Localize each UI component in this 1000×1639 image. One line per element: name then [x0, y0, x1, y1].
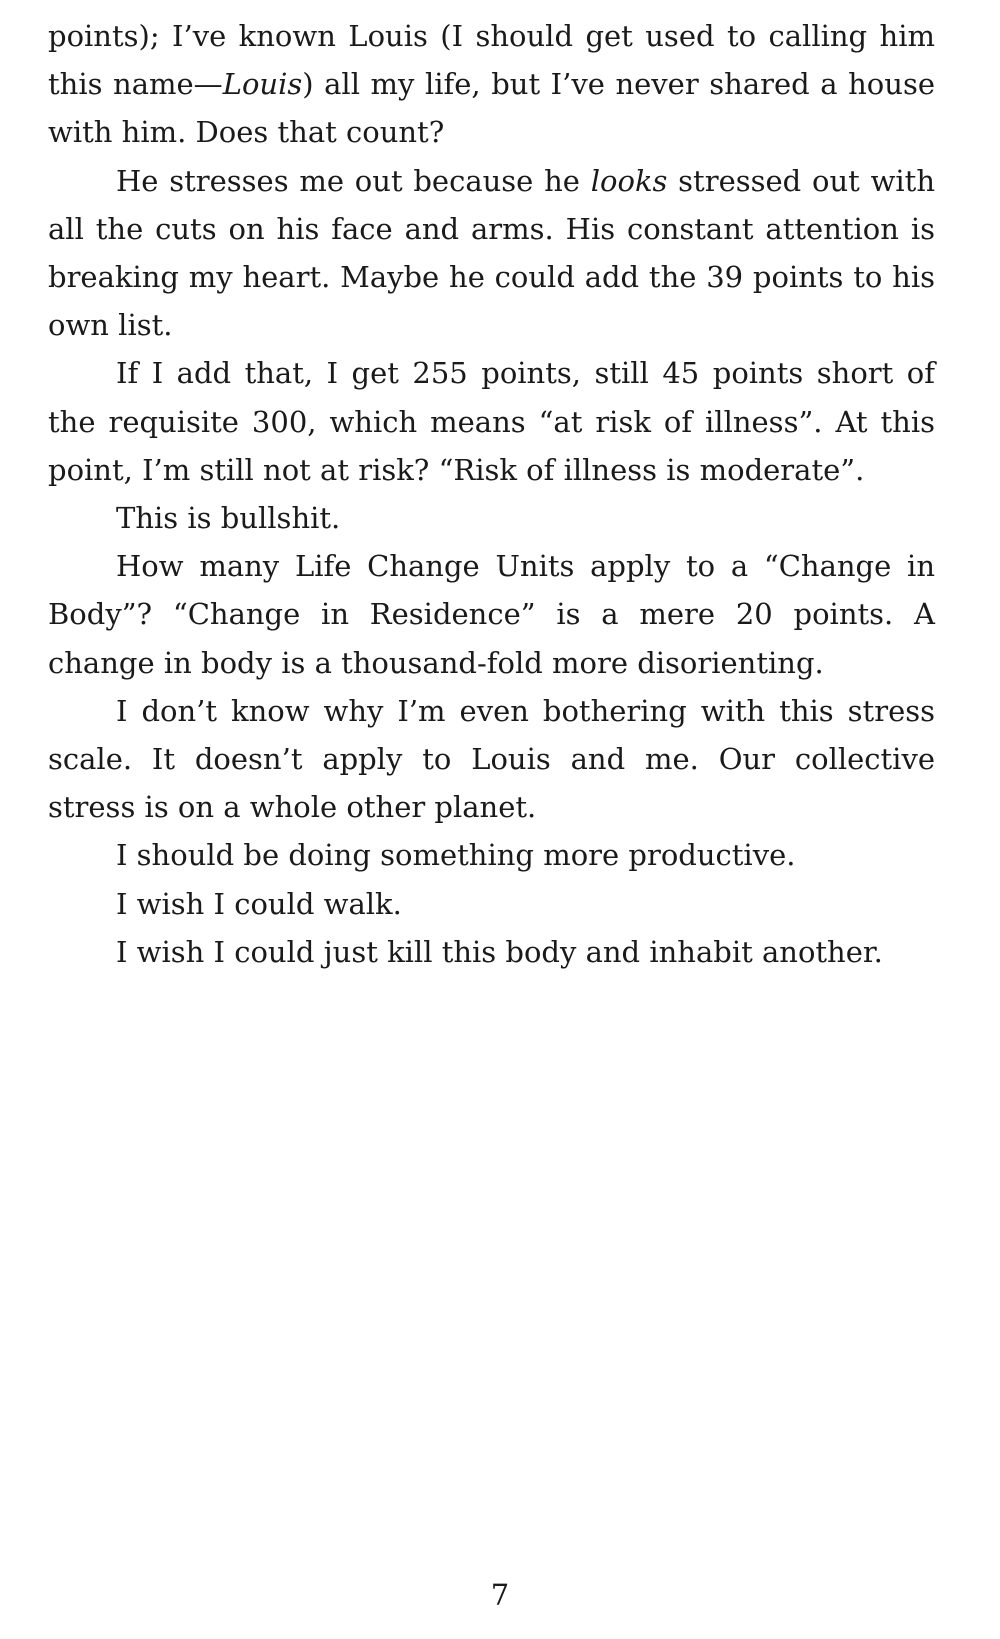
paragraph-6-text: I don’t know why I’m even bothering with this stress scale. It doesn’t apply to Louis and me. Our collective stress is on a whole other planet.: [48, 693, 935, 825]
paragraph-1: [48, 12, 935, 157]
paragraph-9: [48, 928, 935, 976]
paragraph-2: [48, 157, 935, 350]
paragraph-8-text: I wish I could walk.: [116, 886, 402, 921]
paragraph-9-text: I wish I could just kill this body and inhabit another.: [116, 934, 883, 969]
paragraph-2-text-a: He stresses me out because he: [116, 163, 591, 198]
paragraph-2-italic-looks: looks: [590, 163, 668, 198]
page-number: 7: [490, 1578, 510, 1612]
paragraph-5: [48, 542, 935, 687]
paragraph-7-text: I should be doing something more productive.: [116, 838, 796, 873]
paragraph-5-text: How many Life Change Units apply to a “Change in Body”? “Change in Residence” is a mere 20 points. A change in body is a thousand-fold more disorienting.: [48, 549, 935, 680]
page-body: [48, 12, 935, 976]
paragraph-7: [48, 831, 935, 879]
paragraph-1-text-a: points); I’ve known Louis (I should get used to calling him this name—: [48, 19, 935, 102]
paragraph-8: [48, 880, 935, 928]
paragraph-3: [48, 349, 935, 494]
paragraph-2-text-b: stressed out with all the cuts on his face and arms. His constant attention is breaking my heart. Maybe he could add the 39 points to his own list.: [48, 163, 935, 343]
paragraph-1-text-b: ) all my life, but I’ve never shared a house with him. Does that count?: [48, 67, 935, 150]
paragraph-4-text: This is bullshit.: [116, 501, 341, 536]
paragraph-1-italic-louis: Louis: [222, 67, 303, 102]
paragraph-4: [48, 494, 935, 542]
paragraph-6: [48, 687, 935, 832]
paragraph-3-text: If I add that, I get 255 points, still 45 points short of the requisite 300, which means “at risk of illness”. At this point, I’m still not at risk? “Risk of illness is moderate”.: [48, 356, 935, 487]
